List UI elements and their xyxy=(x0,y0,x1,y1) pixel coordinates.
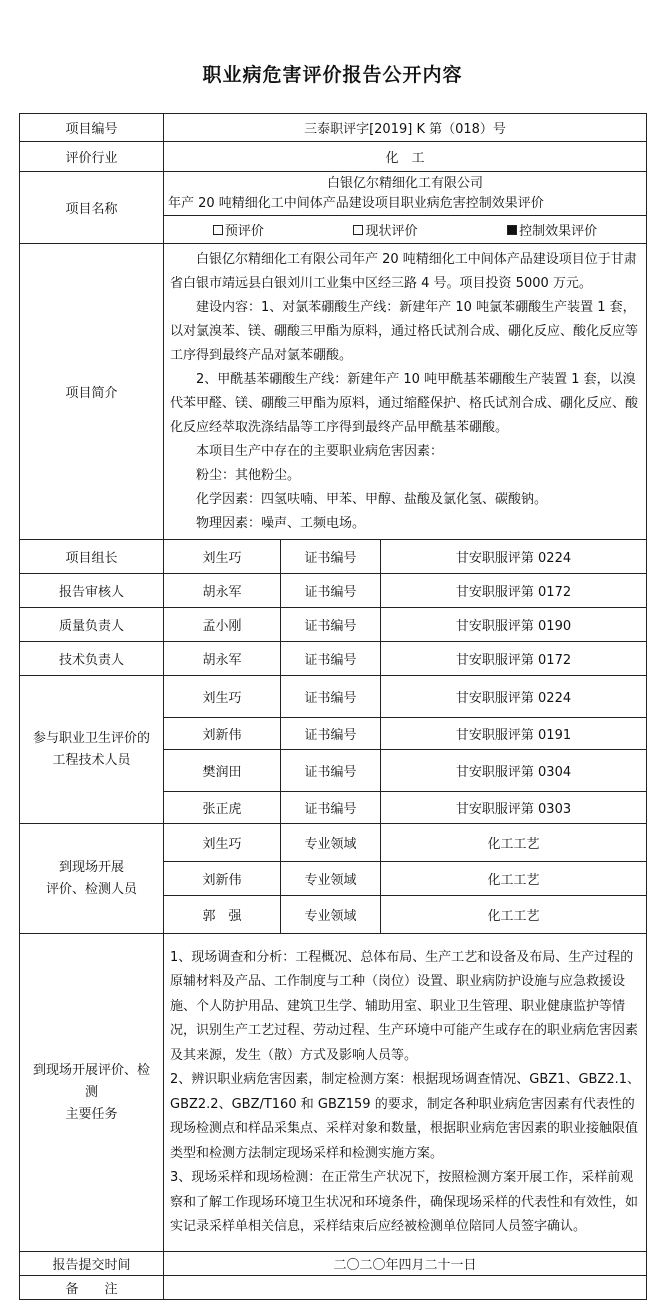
field-staff-field: 化工工艺 xyxy=(381,896,647,934)
field-staff-name: 郭 强 xyxy=(164,896,281,934)
row-staff xyxy=(20,540,647,574)
staff-cert: 甘安职服评第 0172 xyxy=(381,642,647,676)
submit-time-label: 报告提交时间 xyxy=(20,1252,164,1276)
row-engineer xyxy=(20,676,647,718)
intro-paragraph: 化学因素：四氢呋喃、甲苯、甲醇、盐酸及氯化氢、碳酸钠。 xyxy=(196,491,548,507)
checkbox-empty-icon xyxy=(213,225,223,235)
project-company: 白银亿尔精细化工有限公司 xyxy=(326,175,483,191)
intro-paragraph: 本项目生产中存在的主要职业病危害因素： xyxy=(196,443,444,459)
staff-cert-label: 证书编号 xyxy=(281,540,381,574)
engineer-name: 张正虎 xyxy=(164,792,281,824)
project-name-label: 项目名称 xyxy=(20,172,164,244)
field-staff-label: 到现场开展 评价、检测人员 xyxy=(20,824,164,934)
engineer-cert: 甘安职服评第 0224 xyxy=(381,676,647,718)
field-staff-field-label: 专业领域 xyxy=(281,862,381,896)
staff-name: 刘生巧 xyxy=(164,540,281,574)
engineer-cert-label: 证书编号 xyxy=(281,718,381,750)
tasks-label: 到现场开展评价、检 测 主要任务 xyxy=(20,934,164,1252)
intro-paragraph: 白银亿尔精细化工有限公司年产 20 吨精细化工中间体产品建设项目位于甘肃省白银市靖远县白银刘川工业集中区经三路 4 号。项目投资 5000 万元。 xyxy=(170,251,637,291)
project-no-label: 项目编号 xyxy=(20,114,164,142)
staff-cert-label: 证书编号 xyxy=(281,608,381,642)
field-staff-field-label: 专业领域 xyxy=(281,824,381,862)
project-name-value xyxy=(164,172,647,216)
intro-paragraph: 2、甲酰基苯硼酸生产线：新建年产 10 吨甲酰基苯硼酸生产装置 1 套，以溴代苯甲醛、镁、硼酸三甲酯为原料，通过缩醛保护、格氏试剂合成、硼化反应、酸化反应经萃取洗涤结晶等工序得到最终产品甲酰基苯硼酸。 xyxy=(170,371,639,435)
engineer-name: 樊润田 xyxy=(164,750,281,792)
staff-role: 项目组长 xyxy=(20,540,164,574)
intro-label: 项目简介 xyxy=(20,244,164,540)
staff-role: 技术负责人 xyxy=(20,642,164,676)
staff-role: 质量负责人 xyxy=(20,608,164,642)
row-remark xyxy=(20,1276,647,1300)
industry-value: 化 工 xyxy=(164,142,647,172)
field-staff-name: 刘生巧 xyxy=(164,824,281,862)
row-intro xyxy=(20,244,647,540)
staff-cert: 甘安职服评第 0224 xyxy=(381,540,647,574)
engineer-cert-label: 证书编号 xyxy=(281,750,381,792)
option-pre-evaluation: 预评价 xyxy=(213,220,264,239)
document-title: 职业病危害评价报告公开内容 xyxy=(202,64,463,86)
engineer-cert: 甘安职服评第 0303 xyxy=(381,792,647,824)
staff-name: 胡永军 xyxy=(164,574,281,608)
staff-name: 胡永军 xyxy=(164,642,281,676)
report-table xyxy=(19,113,647,1300)
engineer-name: 刘生巧 xyxy=(164,676,281,718)
checkbox-filled-icon xyxy=(507,225,517,235)
option-control-evaluation: 控制效果评价 xyxy=(507,220,597,239)
staff-cert: 甘安职服评第 0190 xyxy=(381,608,647,642)
row-staff xyxy=(20,574,647,608)
industry-label: 评价行业 xyxy=(20,142,164,172)
task-item: 2、辨识职业病危害因素，制定检测方案：根据现场调查情况、GBZ1、GBZ2.1、GBZ2.2、GBZ/T160 和 GBZ159 的要求，制定各种职业病危害因素有代表性的现场检测点和样品采集点、采样对象和数量，根据职业病危害因素的职业接触限值类型和检测方法制定现场采样和检测实施方案。 xyxy=(170,1072,641,1161)
checkbox-empty-icon xyxy=(353,225,363,235)
engineer-name: 刘新伟 xyxy=(164,718,281,750)
evaluation-type-cell xyxy=(164,216,647,244)
staff-role: 报告审核人 xyxy=(20,574,164,608)
engineer-cert-label: 证书编号 xyxy=(281,792,381,824)
engineers-label: 参与职业卫生评价的 工程技术人员 xyxy=(20,676,164,824)
engineer-cert: 甘安职服评第 0304 xyxy=(381,750,647,792)
row-staff xyxy=(20,608,647,642)
intro-paragraph: 粉尘：其他粉尘。 xyxy=(196,467,301,483)
staff-cert: 甘安职服评第 0172 xyxy=(381,574,647,608)
submit-time-value: 二〇二〇年四月二十一日 xyxy=(164,1252,647,1276)
intro-paragraph: 建设内容：1、对氯苯硼酸生产线：新建年产 10 吨氯苯硼酸生产装置 1 套，以对氯溴苯、镁、硼酸三甲酯为原料，通过格氏试剂合成、硼化反应、酸化反应等工序得到最终产品对氯苯硼酸。 xyxy=(170,299,639,363)
field-staff-field: 化工工艺 xyxy=(381,824,647,862)
field-staff-name: 刘新伟 xyxy=(164,862,281,896)
field-staff-field-label: 专业领域 xyxy=(281,896,381,934)
remark-label: 备 注 xyxy=(20,1276,164,1300)
field-staff-field: 化工工艺 xyxy=(381,862,647,896)
staff-cert-label: 证书编号 xyxy=(281,574,381,608)
engineer-cert: 甘安职服评第 0191 xyxy=(381,718,647,750)
project-no-value: 三泰职评字[2019] K 第（018）号 xyxy=(164,114,647,142)
intro-content xyxy=(164,244,647,540)
task-item: 1、现场调查和分析：工程概况、总体布局、生产工艺和设备及布局、生产过程的原辅材料及产品、工作制度与工种（岗位）设置、职业病防护设施与应急救援设施、个人防护用品、建筑卫生学、辅助用室、职业卫生管理、职业健康监护等情况，识别生产工艺过程、劳动过程、生产环境中可能产生或存在的职业病危害因素及其来源，发生（散）方式及影响人员等。 xyxy=(170,949,639,1063)
intro-paragraph: 物理因素：噪声、工频电场。 xyxy=(196,515,366,531)
row-field-staff xyxy=(20,824,647,862)
row-submit-time xyxy=(20,1252,647,1276)
task-item: 3、现场采样和现场检测：在正常生产状况下，按照检测方案开展工作，采样前观察和了解工作现场环境卫生状况和环境条件，确保现场采样的代表性和有效性，如实记录采样单相关信息，采样结束后应经被检测单位陪同人员签字确认。 xyxy=(170,1170,639,1234)
engineer-cert-label: 证书编号 xyxy=(281,676,381,718)
row-industry xyxy=(20,142,647,172)
option-status-evaluation: 现状评价 xyxy=(353,220,417,239)
row-project-name xyxy=(20,172,647,216)
staff-name: 孟小刚 xyxy=(164,608,281,642)
row-project-no xyxy=(20,114,647,142)
tasks-content xyxy=(164,934,647,1252)
row-staff xyxy=(20,642,647,676)
staff-cert-label: 证书编号 xyxy=(281,642,381,676)
remark-value xyxy=(164,1276,647,1300)
project-title: 年产 20 吨精细化工中间体产品建设项目职业病危害控制效果评价 xyxy=(168,195,544,211)
row-tasks xyxy=(20,934,647,1252)
